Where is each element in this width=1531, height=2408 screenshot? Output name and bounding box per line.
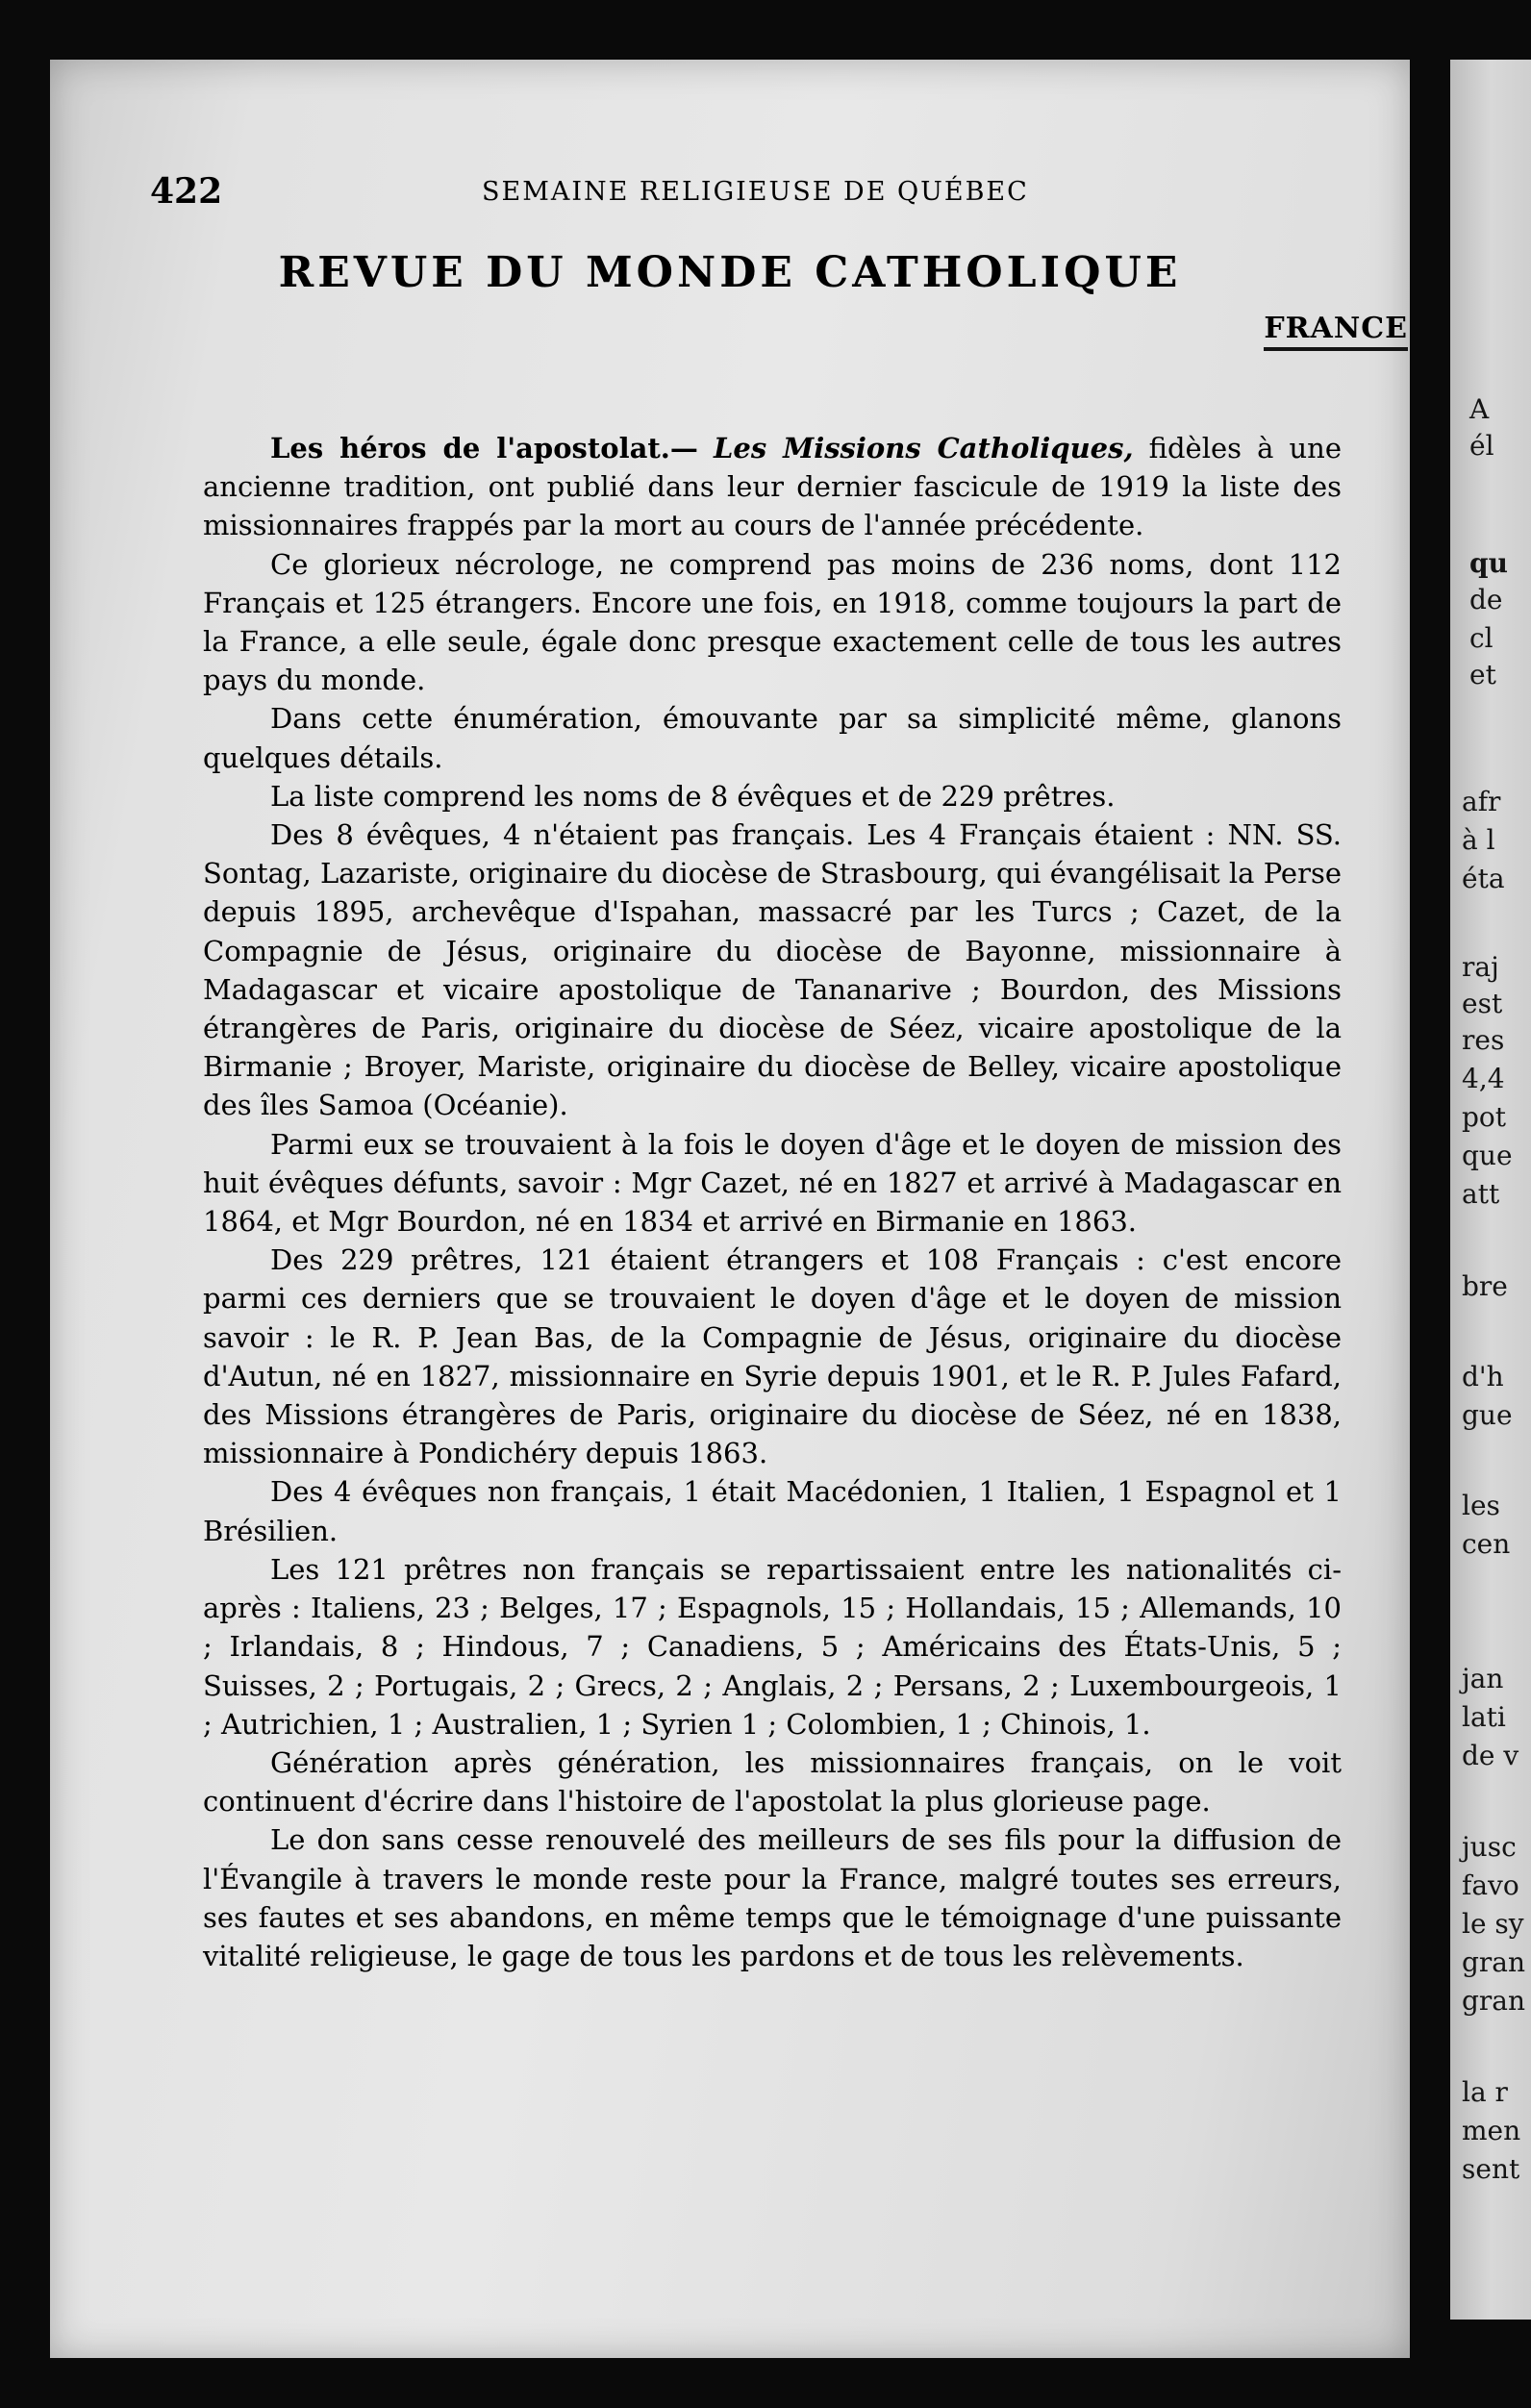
next-page-fragment: cl [1469,622,1493,654]
paragraph [203,429,1342,545]
right-page-edge [1450,60,1531,2320]
paragraph: Des 229 prêtres, 121 étaient étrangers et 108 Français : c'est encore parmi ces derniers que se trouvaient le doyen d'âge et le doyen de mission savoir : le R. P. Jean Bas, de la Compagnie de Jésus, originaire du diocèse d'Autun, né en 1827, missionnaire en Syrie depuis 1901, et le R. P. Jules Fafard, des Missions étrangères de Paris, originaire du diocèse de Séez, né en 1838, missionnaire à Pondichéry depuis 1863. [203,1243,1342,1470]
next-page-fragment: qu [1469,547,1508,579]
next-page-fragment: et [1469,659,1496,690]
paragraph: Ce glorieux nécrologe, ne comprend pas moins de 236 noms, dont 112 Français et 125 étrangers. Encore une fois, en 1918, comme toujours la part de la France, a elle seule, égale donc presque exactement celle de tous les autres pays du monde. [203,547,1342,697]
paragraph: Des 8 évêques, 4 n'étaient pas français. Les 4 Français étaient : NN. SS. Sontag, Lazariste, originaire du diocèse de Strasbourg, qui évangélisait la Perse depuis 1895, archevêque d'Ispahan, massacré par les Turcs ; Cazet, de la Compagnie de Jésus, originaire du diocèse de Bayonne, missionnaire à Madagascar et vicaire apostolique de Tananarive ; Bourdon, des Missions étrangères de Paris, originaire du diocèse de Séez, vicaire apostolique de la Birmanie ; Broyer, Mariste, originaire du diocèse de Belley, vicaire apostolique des îles Samoa (Océanie). [203,818,1342,1122]
next-page-fragment: le sy [1462,1908,1524,1940]
next-page-fragment: A [1469,393,1490,425]
next-page-fragment: de v [1462,1740,1519,1771]
next-page-fragment: d'h [1462,1361,1504,1392]
next-page-fragment: jusc [1462,1831,1517,1863]
next-page-fragment: bre [1462,1270,1508,1302]
paragraph: Les 121 prêtres non français se repartissaient entre les nationalités ci-après : Italiens, 23 ; Belges, 17 ; Espagnols, 15 ; Hollandais, 15 ; Allemands, 10 ; Irlandais, 8 ; Hindous, 7 ; Canadiens, 5 ; Américains des États-Unis, 5 ; Suisses, 2 ; Portugais, 2 ; Grecs, 2 ; Anglais, 2 ; Persans, 2 ; Luxembourgeois, 1 ; Autrichien, 1 ; Australien, 1 ; Syrien 1 ; Colombien, 1 ; Chinois, 1. [203,1552,1342,1741]
next-page-fragment: 4,4 [1462,1063,1505,1094]
next-page-fragment: gran [1462,1985,1526,2017]
section-title: REVUE DU MONDE CATHOLIQUE [278,248,1182,297]
next-page-fragment: él [1469,430,1494,462]
running-head [150,171,1343,219]
paragraph: La liste comprend les noms de 8 évêques et de 229 prêtres. [270,779,1116,813]
next-page-fragment: cen [1462,1528,1511,1560]
next-page-fragment: lati [1462,1701,1506,1733]
next-page-fragment: éta [1462,863,1505,894]
next-page-fragment: afr [1462,786,1501,817]
next-page-fragment: sent [1462,2153,1520,2185]
next-page-fragment: favo [1462,1869,1519,1901]
journal-title: SEMAINE RELIGIEUSE DE QUÉBEC [482,177,1029,207]
next-page-fragment: est [1462,988,1503,1019]
next-page-fragment: gue [1462,1399,1513,1431]
next-page-fragment: à l [1462,824,1495,856]
next-page-fragment: de [1469,584,1503,615]
country-heading: FRANCE [1264,312,1408,351]
next-page-fragment: raj [1462,951,1499,983]
paragraph: Génération après génération, les missionnaires français, on le voit continuent d'écrire dans l'histoire de l'apostolat la plus glorieuse page. [203,1745,1342,1819]
next-page-fragment: que [1462,1140,1513,1171]
article-body [203,429,1342,1975]
next-page-fragment: men [1462,2115,1521,2146]
publication-name: Les Missions Catholiques, [713,432,1134,464]
paragraph: Parmi eux se trouvaient à la fois le doyen d'âge et le doyen de mission des huit évêques défunts, savoir : Mgr Cazet, né en 1827 et arrivé à Madagascar en 1864, et Mgr Bourdon, né en 1834 et arrivé en Birmanie en 1863. [203,1127,1342,1239]
next-page-fragment: res [1462,1024,1505,1056]
next-page-fragment: att [1462,1178,1500,1210]
paragraph: Des 4 évêques non français, 1 était Macédonien, 1 Italien, 1 Espagnol et 1 Brésilien. [203,1475,1342,1547]
next-page-fragment: jan [1462,1663,1504,1694]
page-number: 422 [150,171,223,212]
next-page-fragment: la r [1462,2076,1508,2108]
next-page-fragment: les [1462,1490,1500,1521]
paragraph-text: fidèles à une ancienne tradition, ont publié dans leur dernier fascicule de 1919 la liste des missionnaires frappés par la mort au cours de l'année précédente. [203,432,1342,542]
next-page-fragment: gran [1462,1946,1526,1978]
article-lead: Les héros de l'apostolat.— [270,432,698,464]
paragraph: Dans cette énumération, émouvante par sa simplicité même, glanons quelques détails. [203,702,1342,774]
paragraph: Le don sans cesse renouvelé des meilleurs de ses fils pour la diffusion de l'Évangile à travers le monde reste pour la France, malgré toutes ses erreurs, ses fautes et ses abandons, en même temps que le témoignage d'une puissante vitalité religieuse, le gage de tous les pardons et de tous les relèvements. [203,1823,1342,1972]
next-page-fragment: pot [1462,1101,1507,1133]
